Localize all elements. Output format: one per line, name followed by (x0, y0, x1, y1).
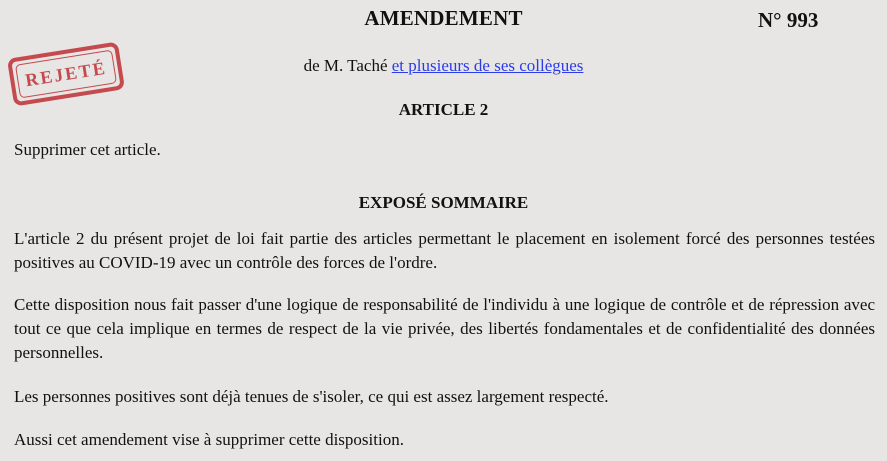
expose-paragraph: Cette disposition nous fait passer d'une logique de responsabilité de l'individu à une logique de contrôle et de répression avec tout ce que cela implique en termes de respect de la vie privée, des libertés fondamentales et de confidentialité des données personnelles. (14, 295, 875, 362)
expose-paragraph: Aussi cet amendement vise à supprimer cette disposition. (14, 430, 404, 449)
expose-paragraph: L'article 2 du présent projet de loi fait partie des articles permettant le placement en isolement forcé des personnes testées positives au COVID-19 avec un contrôle des forces de l'ordre. (14, 229, 875, 272)
article-heading: ARTICLE 2 (398, 100, 489, 119)
expose-sommaire-heading: EXPOSÉ SOMMAIRE (358, 193, 529, 212)
authors-prefix: de M. Taché (303, 56, 388, 75)
stamp-label: REJETÉ (23, 57, 108, 90)
colleagues-link[interactable]: et plusieurs de ses collègues (391, 56, 584, 75)
amendment-number: N° 993 (758, 8, 819, 32)
authors-line (0, 56, 887, 76)
expose-paragraph: Les personnes positives sont déjà tenues de s'isoler, ce qui est assez largement respecté. (14, 387, 609, 406)
amendment-title: AMENDEMENT (364, 6, 523, 30)
dispositif-text: Supprimer cet article. (14, 140, 161, 159)
